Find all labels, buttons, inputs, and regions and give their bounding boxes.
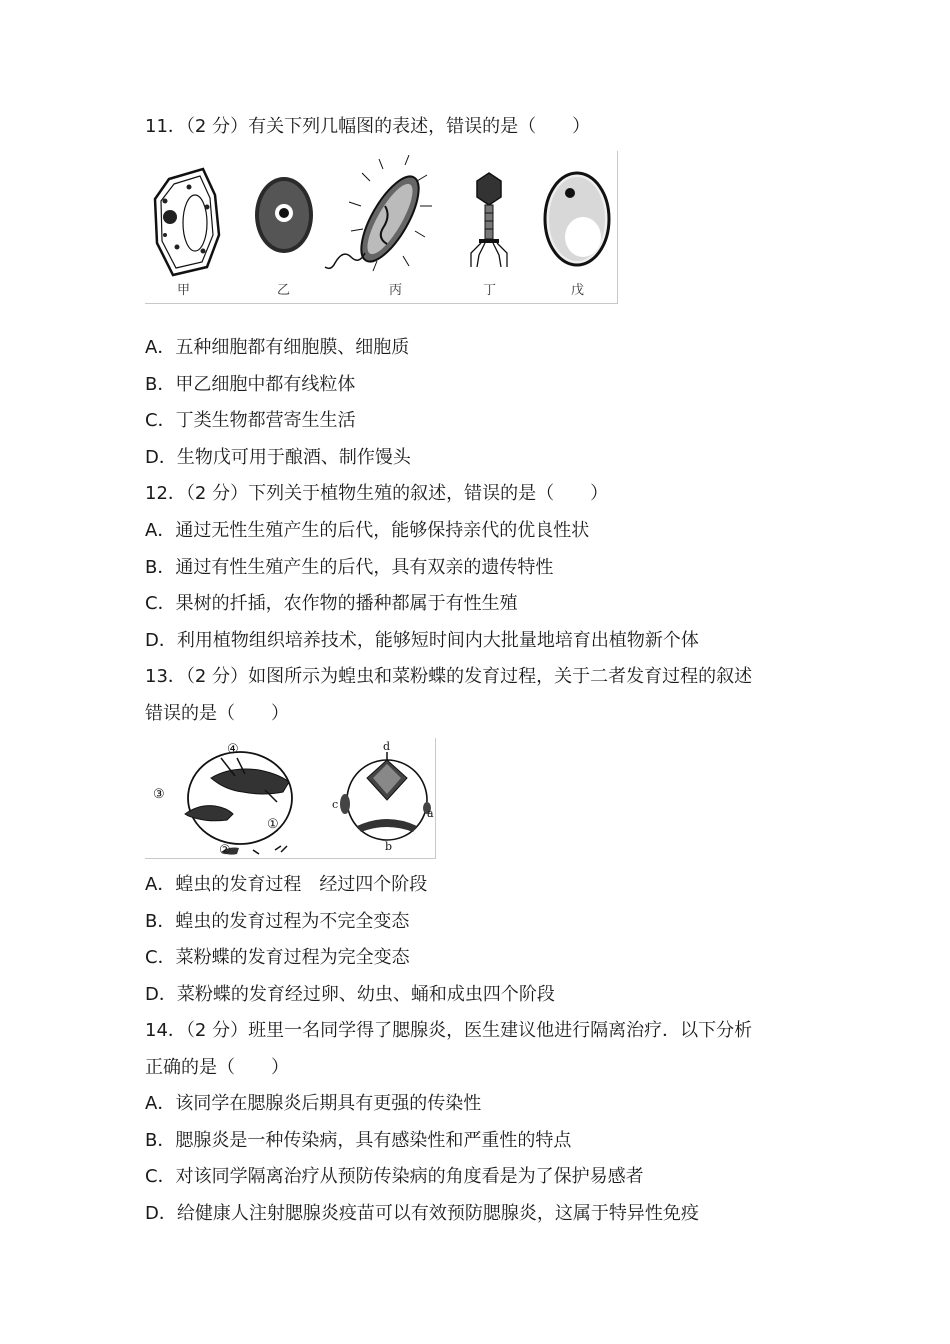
q13-option-c[interactable]: C．菜粉蝶的发育过程为完全变态	[145, 947, 410, 968]
q12-option-b[interactable]: B．通过有性生殖产生的后代，具有双亲的遗传特性	[145, 557, 554, 578]
q14-option-d[interactable]: D．给健康人注射腮腺炎疫苗可以有效预防腮腺炎，这属于特异性免疫	[145, 1203, 699, 1224]
label-jia: 甲	[177, 283, 191, 298]
q14-option-c[interactable]: C．对该同学隔离治疗从预防传染病的角度看是为了保护易感者	[145, 1166, 644, 1187]
q14-option-b[interactable]: B．腮腺炎是一种传染病，具有感染性和严重性的特点	[145, 1130, 572, 1151]
q12-option-a[interactable]: A．通过无性生殖产生的后代，能够保持亲代的优良性状	[145, 520, 590, 541]
label-a: a	[427, 807, 434, 820]
label-d: d	[383, 740, 391, 753]
q12-stem: 12．（2 分）下列关于植物生殖的叙述，错误的是（ ）	[145, 483, 609, 504]
animal-cell-drawing	[255, 177, 313, 253]
q14-stem-line2: 正确的是（ ）	[145, 1057, 289, 1078]
locust-cycle-drawing	[185, 752, 292, 855]
label-b: b	[385, 840, 393, 853]
label-stage-3: ③	[153, 787, 165, 802]
virus-drawing	[471, 173, 507, 267]
q13-option-a[interactable]: A．蝗虫的发育过程 经过四个阶段	[145, 874, 428, 895]
q11-stem: 11．（2 分）有关下列几幅图的表述，错误的是（ ）	[145, 116, 591, 137]
label-stage-1: ①	[267, 817, 279, 832]
label-stage-4: ④	[227, 742, 239, 757]
label-yi: 乙	[277, 283, 291, 298]
q13-development-figure	[145, 738, 436, 859]
bacterium-drawing	[325, 155, 432, 271]
q11-option-a[interactable]: A．五种细胞都有细胞膜、细胞质	[145, 337, 410, 358]
label-c: c	[332, 798, 339, 811]
q13-option-b[interactable]: B．蝗虫的发育过程为不完全变态	[145, 911, 410, 932]
q11-option-d[interactable]: D．生物戊可用于酿酒、制作馒头	[145, 447, 411, 468]
label-ding: 丁	[483, 283, 497, 298]
q12-option-c[interactable]: C．果树的扦插，农作物的播种都属于有性生殖	[145, 593, 518, 614]
label-bing: 丙	[389, 283, 403, 298]
q14-option-a[interactable]: A．该同学在腮腺炎后期具有更强的传染性	[145, 1093, 482, 1114]
q14-stem-line1: 14．（2 分）班里一名同学得了腮腺炎，医生建议他进行隔离治疗．以下分析	[145, 1020, 753, 1041]
q11-option-b[interactable]: B．甲乙细胞中都有线粒体	[145, 374, 356, 395]
q11-option-c[interactable]: C．丁类生物都营寄生生活	[145, 410, 356, 431]
plant-cell-drawing	[155, 169, 219, 275]
label-wu: 戊	[571, 283, 585, 298]
butterfly-cycle-drawing	[340, 752, 431, 840]
q11-cell-figure	[145, 151, 618, 304]
q12-option-d[interactable]: D．利用植物组织培养技术，能够短时间内大批量地培育出植物新个体	[145, 630, 699, 651]
q13-stem-line1: 13．（2 分）如图所示为蝗虫和菜粉蝶的发育过程，关于二者发育过程的叙述	[145, 666, 753, 687]
q13-stem-line2: 错误的是（ ）	[145, 703, 289, 724]
yeast-drawing	[545, 173, 609, 265]
q13-option-d[interactable]: D．菜粉蝶的发育经过卵、幼虫、蛹和成虫四个阶段	[145, 984, 555, 1005]
label-stage-2: ②	[219, 843, 231, 858]
